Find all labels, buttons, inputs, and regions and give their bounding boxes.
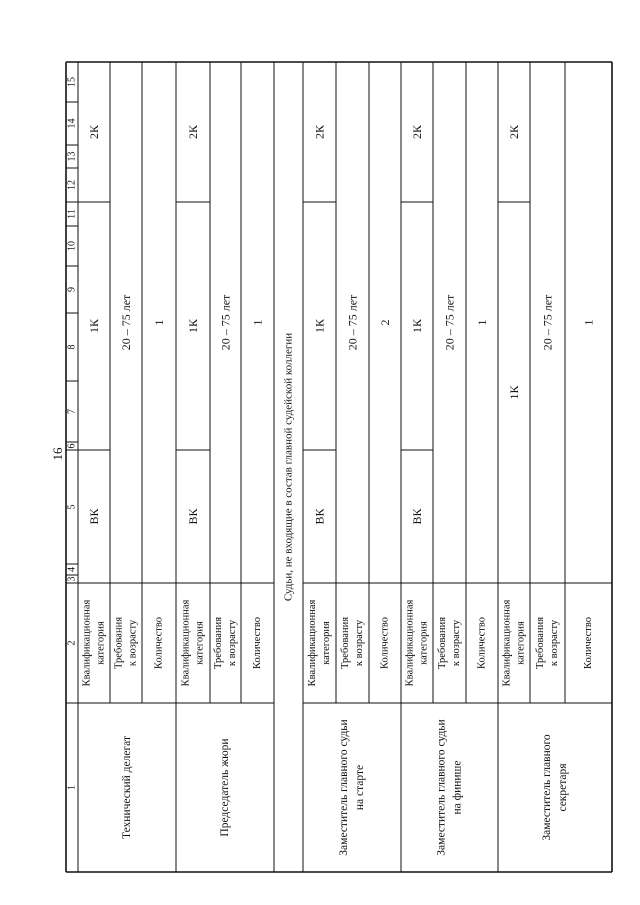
- param-age: к возрасту: [354, 619, 365, 667]
- judge-count: 1: [250, 319, 265, 326]
- role-name: Технический делегат: [121, 736, 133, 839]
- param-count: Количество: [153, 616, 165, 670]
- qualification-1k: 1К: [410, 318, 424, 334]
- page-number: 16: [50, 447, 65, 461]
- param-age: Требования: [113, 616, 125, 670]
- param-age: к возрасту: [451, 619, 462, 667]
- param-count: Количество: [252, 616, 263, 670]
- judge-count: 1: [152, 319, 166, 326]
- param-count: Количество: [476, 616, 488, 670]
- age-requirement: 20 – 75 лет: [119, 294, 133, 351]
- qualification-2k: 2К: [186, 124, 200, 140]
- column-number-7: 7: [66, 409, 78, 414]
- column-number-8: 8: [66, 344, 78, 350]
- qualification-1k: 1К: [507, 385, 521, 400]
- column-number-2: 2: [66, 640, 78, 646]
- param-age: к возрасту: [127, 619, 139, 667]
- qualification-vk: ВК: [186, 508, 200, 525]
- column-number-10: 10: [66, 241, 78, 251]
- role-name: Заместитель главного судьи: [338, 719, 350, 856]
- param-count: Количество: [583, 616, 594, 670]
- column-number-1: 1: [66, 785, 78, 790]
- qualification-1k: 1К: [312, 318, 327, 334]
- role-name: на финише: [451, 760, 464, 815]
- judge-count: 1: [475, 319, 489, 326]
- param-qualification: категория: [321, 621, 332, 665]
- column-number-4: 4: [66, 567, 78, 572]
- age-requirement: 20 – 75 лет: [218, 294, 233, 351]
- qualification-2k: 2К: [312, 124, 327, 140]
- qualification-1k: 1К: [87, 318, 101, 334]
- age-requirement: 20 – 75 лет: [345, 294, 360, 351]
- column-number-15: 15: [66, 77, 78, 87]
- role-name: на старте: [354, 764, 366, 811]
- qualification-vk: ВК: [87, 508, 101, 525]
- qualification-2k: 2К: [507, 124, 521, 140]
- param-qualification: категория: [515, 621, 527, 665]
- param-qualification: Квалификационная: [81, 599, 93, 687]
- requirements-table: [66, 62, 612, 872]
- param-count: Количество: [379, 616, 391, 670]
- role-name: Председатель жюри: [219, 738, 231, 837]
- qualification-1k: 1К: [186, 318, 200, 334]
- column-number-12: 12: [66, 180, 78, 190]
- param-qualification: Квалификационная: [180, 599, 192, 687]
- qualification-2k: 2К: [87, 124, 101, 140]
- param-age: к возрасту: [549, 619, 560, 667]
- judge-count: 1: [581, 319, 596, 326]
- param-qualification: категория: [95, 621, 107, 665]
- column-number-3: 3: [66, 576, 78, 582]
- param-age: Требования: [535, 616, 546, 670]
- role-name: Заместитель главного судьи: [435, 719, 448, 856]
- role-name: секретаря: [557, 763, 569, 812]
- column-number-9: 9: [66, 287, 78, 292]
- qualification-vk: ВК: [410, 508, 424, 525]
- param-qualification: категория: [194, 621, 206, 665]
- role-name: Заместитель главного: [541, 734, 553, 841]
- param-age: к возрасту: [227, 619, 238, 667]
- column-number-14: 14: [66, 118, 78, 129]
- param-age: Требования: [213, 616, 224, 670]
- age-requirement: 20 – 75 лет: [540, 294, 555, 351]
- param-age: Требования: [340, 616, 351, 670]
- param-age: Требования: [437, 616, 448, 670]
- column-number-6: 6: [66, 443, 78, 449]
- judge-count: 2: [378, 319, 392, 326]
- section-header: Судьи, не входящие в состав главной судейской коллегии: [282, 332, 295, 602]
- qualification-2k: 2К: [410, 124, 424, 140]
- column-number-5: 5: [66, 504, 78, 510]
- qualification-vk: ВК: [312, 508, 327, 525]
- param-qualification: Квалификационная: [307, 599, 318, 687]
- param-qualification: Квалификационная: [501, 599, 513, 687]
- age-requirement: 20 – 75 лет: [442, 294, 457, 351]
- param-qualification: Квалификационная: [404, 599, 416, 687]
- param-qualification: категория: [418, 621, 430, 665]
- column-number-11: 11: [66, 209, 78, 219]
- column-number-13: 13: [66, 151, 78, 162]
